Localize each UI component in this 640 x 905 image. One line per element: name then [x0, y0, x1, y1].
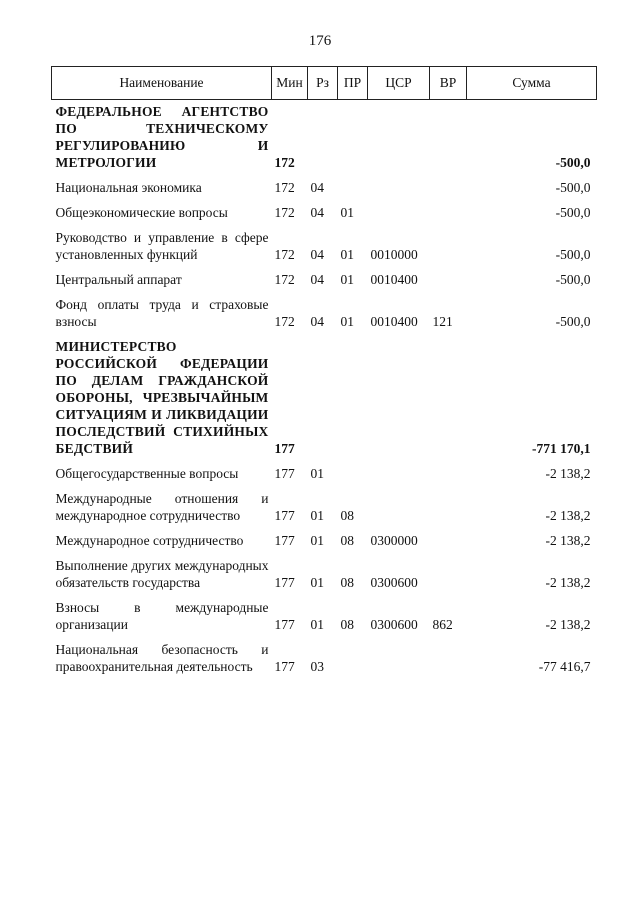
row-sum: -500,0 — [555, 272, 591, 287]
row-rz: 03 — [310, 659, 324, 674]
row-pr: 01 — [340, 205, 354, 220]
row-name: Руководство и управление в сфере установленных функций — [55, 230, 269, 262]
row-min: 177 — [274, 617, 295, 632]
table-row — [52, 549, 597, 591]
row-sum: -500,0 — [555, 314, 591, 329]
row-sum: -500,0 — [555, 155, 591, 170]
row-name: Фонд оплаты труда и страховые взносы — [55, 297, 269, 329]
table-row — [52, 633, 597, 675]
row-min: 172 — [274, 272, 295, 287]
table-row — [52, 100, 597, 172]
row-rz: 04 — [310, 205, 324, 220]
header-name: Наименование — [52, 67, 272, 100]
row-rz — [308, 330, 338, 457]
row-sum: -771 170,1 — [532, 441, 591, 456]
row-min: 172 — [274, 314, 295, 329]
row-csr — [368, 330, 430, 457]
row-csr — [368, 482, 430, 524]
row-rz: 04 — [310, 314, 324, 329]
row-csr: 0010400 — [370, 314, 418, 329]
row-sum: -77 416,7 — [538, 659, 591, 674]
table-row — [52, 196, 597, 221]
row-pr: 08 — [340, 617, 354, 632]
row-min: 172 — [274, 247, 295, 262]
row-name: Национальная безопасность и правоохранительная деятельность — [55, 642, 269, 674]
row-min: 172 — [274, 155, 295, 170]
table-header — [52, 67, 597, 100]
row-csr: 0010400 — [370, 272, 418, 287]
row-rz: 04 — [310, 180, 324, 195]
row-sum: -500,0 — [555, 180, 591, 195]
table-row — [52, 288, 597, 330]
row-vr — [430, 221, 467, 263]
row-name: Международные отношения и международное сотрудничество — [55, 491, 269, 523]
row-pr — [338, 457, 368, 482]
row-pr — [338, 100, 368, 172]
row-rz: 01 — [310, 617, 324, 632]
header-min: Мин — [272, 67, 308, 100]
row-sum: -2 138,2 — [545, 617, 591, 632]
row-csr — [368, 171, 430, 196]
row-sum: -500,0 — [555, 247, 591, 262]
row-pr: 01 — [340, 314, 354, 329]
row-name: МИНИСТЕРСТВО РОССИЙСКОЙ ФЕДЕРАЦИИ ПО ДЕЛАМ ГРАЖДАНСКОЙ ОБОРОНЫ, ЧРЕЗВЫЧАЙНЫМ СИТУАЦИЯМ И ЛИКВИДАЦИИ ПОСЛЕДСТВИЙ СТИХИЙНЫХ БЕДСТВИЙ — [55, 339, 269, 456]
table-row — [52, 263, 597, 288]
row-rz: 01 — [310, 533, 324, 548]
row-vr — [430, 524, 467, 549]
table-row — [52, 591, 597, 633]
row-sum: -2 138,2 — [545, 533, 591, 548]
table-row — [52, 524, 597, 549]
row-vr: 121 — [432, 314, 453, 329]
row-pr — [338, 330, 368, 457]
row-min: 177 — [274, 466, 295, 481]
row-vr — [430, 196, 467, 221]
header-sum: Сумма — [467, 67, 597, 100]
row-csr — [368, 633, 430, 675]
row-pr: 08 — [340, 575, 354, 590]
row-name: Общегосударственные вопросы — [55, 466, 239, 481]
row-rz: 01 — [310, 508, 324, 523]
row-sum: -2 138,2 — [545, 466, 591, 481]
row-csr: 0300000 — [370, 533, 418, 548]
header-pr: ПР — [338, 67, 368, 100]
row-rz: 01 — [310, 575, 324, 590]
row-csr: 0010000 — [370, 247, 418, 262]
row-pr: 08 — [340, 508, 354, 523]
table-row — [52, 221, 597, 263]
row-min: 177 — [274, 508, 295, 523]
row-sum: -2 138,2 — [545, 575, 591, 590]
row-vr — [430, 330, 467, 457]
row-name: Взносы в международные организации — [55, 600, 269, 632]
row-rz: 01 — [310, 466, 324, 481]
row-name: Общеэкономические вопросы — [55, 205, 228, 220]
row-csr: 0300600 — [370, 617, 418, 632]
row-sum: -500,0 — [555, 205, 591, 220]
row-min: 177 — [274, 441, 295, 456]
page-number: 176 — [308, 33, 332, 49]
table-row — [52, 482, 597, 524]
row-min: 172 — [274, 180, 295, 195]
row-name: Национальная экономика — [55, 180, 202, 195]
row-pr: 08 — [340, 533, 354, 548]
row-name: Выполнение других международных обязательств государства — [55, 558, 269, 590]
row-min: 177 — [274, 575, 295, 590]
row-csr — [368, 457, 430, 482]
header-csr: ЦСР — [368, 67, 430, 100]
row-pr — [338, 171, 368, 196]
row-csr: 0300600 — [370, 575, 418, 590]
row-rz: 04 — [310, 247, 324, 262]
row-sum: -2 138,2 — [545, 508, 591, 523]
row-pr: 01 — [340, 247, 354, 262]
row-min: 177 — [274, 533, 295, 548]
row-name: Центральный аппарат — [55, 272, 182, 287]
header-rz: Рз — [308, 67, 338, 100]
row-vr — [430, 633, 467, 675]
row-csr — [368, 196, 430, 221]
table-row — [52, 330, 597, 457]
row-vr — [430, 549, 467, 591]
row-name: ФЕДЕРАЛЬНОЕ АГЕНТСТВО ПО ТЕХНИЧЕСКОМУ РЕГУЛИРОВАНИЮ И МЕТРОЛОГИИ — [55, 104, 269, 170]
budget-table — [51, 66, 597, 675]
row-vr — [430, 263, 467, 288]
header-vr: ВР — [430, 67, 467, 100]
row-vr — [430, 100, 467, 172]
row-rz — [308, 100, 338, 172]
row-pr — [338, 633, 368, 675]
row-pr: 01 — [340, 272, 354, 287]
row-vr — [430, 457, 467, 482]
table-row — [52, 171, 597, 196]
row-rz: 04 — [310, 272, 324, 287]
row-min: 172 — [274, 205, 295, 220]
row-min: 177 — [274, 659, 295, 674]
row-csr — [368, 100, 430, 172]
row-vr — [430, 482, 467, 524]
row-vr: 862 — [432, 617, 453, 632]
table-body — [52, 100, 597, 676]
row-vr — [430, 171, 467, 196]
table-row — [52, 457, 597, 482]
row-name: Международное сотрудничество — [55, 533, 244, 548]
header-row — [52, 67, 597, 100]
